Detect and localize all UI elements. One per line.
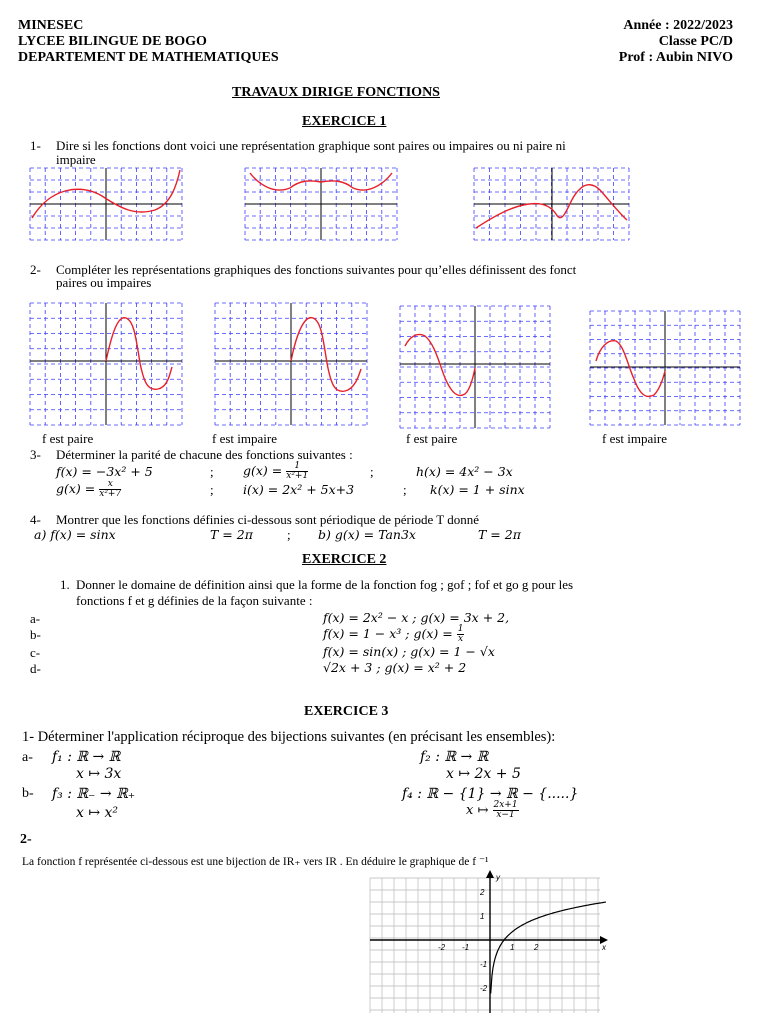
caption-graph-4: f est impaire	[602, 431, 667, 446]
header-teacher: Prof : Aubin NIVO	[618, 50, 733, 65]
ex1-q1-line2: impaire	[56, 152, 96, 167]
header-school-line-2: LYCEE BILINGUE DE BOGO	[18, 34, 207, 49]
q3-function-i: i(x) = 2x² + 5x+3	[243, 482, 355, 497]
caption-graph-3: f est paire	[406, 431, 458, 446]
ex2-case-a: f(x) = 2x² − x ; g(x) = 3x + 2,	[323, 610, 510, 625]
graph-q2-1	[30, 303, 182, 425]
ex1-q2-line1: Compléter les représentations graphiques des fonctions suivantes pour qu’elles définissent des fonct	[56, 262, 577, 277]
q4-function-b: b) g(x) = Tan3x	[318, 527, 416, 542]
function-curve	[491, 902, 606, 993]
ex2-label-c: c-	[30, 645, 41, 660]
header-class: Classe PC/D	[658, 34, 733, 49]
y-tick-label: -1	[480, 960, 488, 969]
function-curve	[405, 334, 475, 395]
ex1-q2-number: 2-	[30, 262, 41, 277]
ex3-f2: f₂ : ℝ → ℝ	[420, 749, 489, 765]
header-school-line-3: DEPARTEMENT DE MATHEMATIQUES	[18, 50, 279, 65]
separator: ;	[287, 527, 291, 542]
exercise-2-heading: EXERCICE 2	[302, 552, 387, 567]
ex2-case-d: √2x + 3 ; g(x) = x² + 2	[323, 660, 467, 675]
caption-graph-1: f est paire	[42, 431, 94, 446]
q4-period-a: T = 2π	[210, 527, 253, 542]
separator: ;	[210, 482, 214, 497]
x-tick-label: -2	[438, 943, 446, 952]
graph-q2-4	[590, 311, 740, 425]
ex1-q3-number: 3-	[30, 447, 41, 462]
ex1-q4-number: 4-	[30, 512, 41, 527]
caption-graph-2: f est impaire	[212, 431, 277, 446]
function-curve	[106, 318, 172, 390]
q3-function-k: k(x) = 1 + sinx	[430, 482, 525, 497]
x-tick-label: 2	[534, 943, 539, 952]
x-tick-label: 1	[510, 943, 515, 952]
ex2-label-a: a-	[30, 611, 41, 626]
graph-q1-1	[30, 168, 182, 240]
ex3-q2-text: La fonction f représentée ci-dessous est une bijection de IR₊ vers IR . En déduire le graphique de f ⁻¹	[22, 856, 489, 868]
graph-bijection	[360, 868, 610, 1018]
ex3-label-a: a-	[22, 750, 33, 765]
ex3-label-b: b-	[22, 786, 34, 801]
y-axis-label: y	[496, 873, 500, 882]
y-tick-label: -2	[480, 984, 488, 993]
ex1-q1-line1: Dire si les fonctions dont voici une représentation graphique sont paires ou impaires ou ni paire ni	[56, 138, 566, 153]
ex3-f2-map: x ↦ 2x + 5	[446, 766, 521, 782]
q3-function-f: f(x) = −3x² + 5	[56, 464, 153, 479]
ex3-q2-number: 2-	[20, 832, 32, 847]
ex3-f1: f₁ : ℝ → ℝ	[52, 749, 121, 765]
y-tick-label: 1	[480, 912, 485, 921]
ex3-f4: f₄ : ℝ − {1} → ℝ − {.....}	[402, 786, 579, 802]
graph-q1-3	[474, 168, 629, 240]
ex2-q-line1: Donner le domaine de définition ainsi que la forme de la fonction fog ; gof ; fof et go g pour les	[76, 577, 574, 592]
y-axis-arrow	[486, 870, 494, 878]
ex3-f1-map: x ↦ 3x	[76, 766, 122, 782]
function-curve	[291, 318, 361, 392]
q3-function-h: h(x) = 4x² − 3x	[416, 464, 513, 479]
q4-period-b: T = 2π	[478, 527, 521, 542]
q3-function-g2: g(x) = $\frac{x}{\text{x²+7}}$	[56, 479, 122, 499]
ex2-label-d: d-	[30, 661, 41, 676]
exercise-1-heading: EXERCICE 1	[302, 114, 387, 129]
q4-function-a: a) f(x) = sinx	[34, 527, 116, 542]
q3-function-g1: g(x) = $\frac{1}{\text{x²+1}}$	[243, 461, 309, 481]
ex1-q1-number: 1-	[30, 138, 41, 153]
ex2-q-line2: fonctions f et g définies de la façon suivante :	[76, 593, 313, 608]
x-axis-label: x	[602, 943, 606, 952]
ex2-q-number: 1.	[60, 577, 70, 592]
graph-q2-2	[215, 303, 367, 425]
function-curve	[596, 341, 665, 397]
graph-q1-2	[245, 168, 397, 240]
separator: ;	[210, 464, 214, 479]
exercise-3-heading: EXERCICE 3	[304, 704, 389, 719]
separator: ;	[370, 464, 374, 479]
ex2-label-b: b-	[30, 627, 41, 642]
header-school-line-1: MINESEC	[18, 18, 84, 33]
ex1-q4-text: Montrer que les fonctions définies ci-dessous sont périodique de période T donné	[56, 512, 480, 527]
header-year: Année : 2022/2023	[623, 18, 733, 33]
ex3-f3: f₃ : ℝ₋ → ℝ₊	[52, 786, 136, 802]
ex3-f4-map: x ↦ $\frac{2x+1}{x-1}$	[466, 800, 518, 820]
y-tick-label: 2	[480, 888, 485, 897]
ex2-case-b: f(x) = 1 − x³ ; g(x) = $\frac{1}{x}$	[323, 624, 464, 644]
ex3-q1: 1- Déterminer l'application réciproque des bijections suivantes (en précisant les ensembles):	[22, 729, 556, 745]
separator: ;	[403, 482, 407, 497]
ex3-f3-map: x ↦ x²	[76, 805, 119, 821]
x-tick-label: -1	[462, 943, 470, 952]
ex2-case-c: f(x) = sin(x) ; g(x) = 1 − √x	[323, 644, 495, 659]
ex1-q2-line2: paires ou impaires	[56, 275, 152, 290]
document-title: TRAVAUX DIRIGE FONCTIONS	[232, 85, 440, 100]
ex1-q3-text: Déterminer la parité de chacune des fonctions suivantes :	[56, 447, 353, 462]
graph-q2-3	[400, 306, 550, 428]
